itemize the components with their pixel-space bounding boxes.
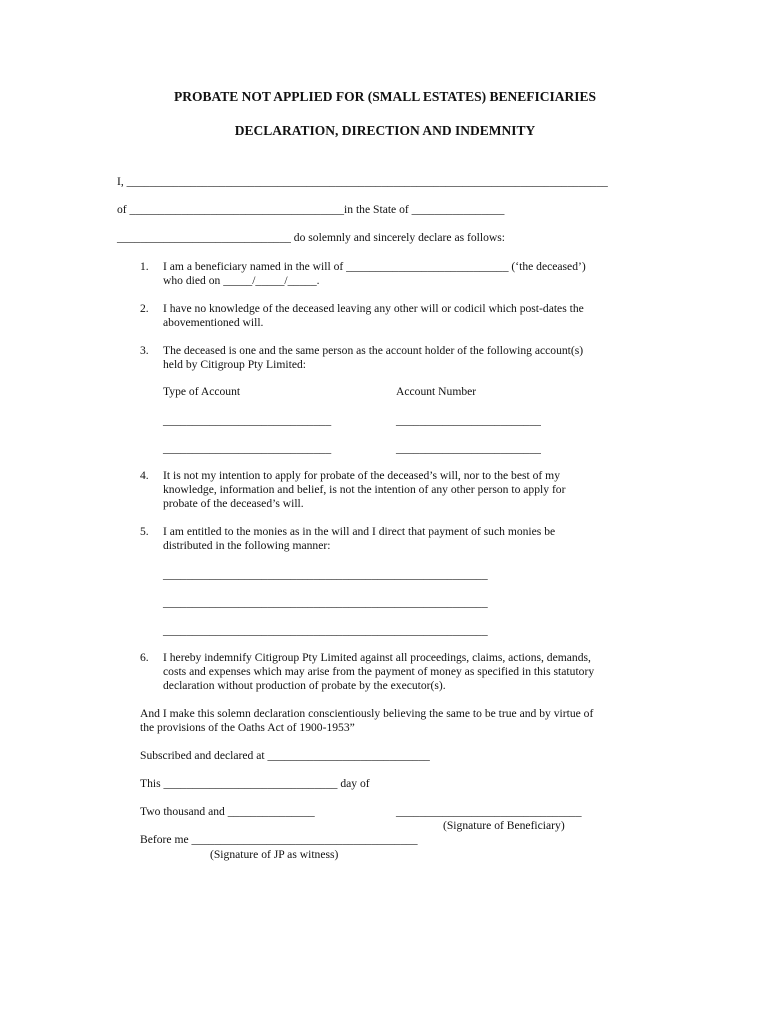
item-text-line[interactable]: who died on _____/_____/_____. <box>163 274 320 287</box>
account-type-field[interactable]: _____________________________ <box>163 414 332 427</box>
item-number: 5. <box>140 525 149 538</box>
year-field[interactable]: Two thousand and _______________ <box>140 805 315 818</box>
item-text-line: costs and expenses which may arise from the payment of money as specified in this statutory <box>163 665 595 678</box>
declarant-address-line[interactable]: of _____________________________________in the State of ________________ <box>117 203 505 216</box>
account-type-field[interactable]: _____________________________ <box>163 442 332 455</box>
item-text-line: abovementioned will. <box>163 316 264 329</box>
distribution-field[interactable]: ________________________________________________________ <box>163 596 488 609</box>
closing-statement-line: And I make this solemn declaration conscientiously believing the same to be true and by virtue of <box>140 707 594 720</box>
account-type-header: Type of Account <box>163 385 241 398</box>
item-number: 4. <box>140 469 149 482</box>
account-number-field[interactable]: _________________________ <box>396 414 541 427</box>
item-text-line: I have no knowledge of the deceased leaving any other will or codicil which post-dates the <box>163 302 584 315</box>
item-text-line: I am entitled to the monies as in the will and I direct that payment of such monies be <box>163 525 556 538</box>
distribution-field[interactable]: ________________________________________________________ <box>163 568 488 581</box>
account-number-header: Account Number <box>396 385 477 398</box>
distribution-field[interactable]: ________________________________________________________ <box>163 624 488 637</box>
item-text-line: distributed in the following manner: <box>163 539 331 552</box>
item-text-line: probate of the deceased’s will. <box>163 497 304 510</box>
jp-signature-field[interactable]: Before me _______________________________________ <box>140 833 418 846</box>
beneficiary-signature-field[interactable]: ________________________________ <box>396 805 582 818</box>
item-text-line: knowledge, information and belief, is not the intention of any other person to apply for <box>163 483 566 496</box>
item-number: 3. <box>140 344 149 357</box>
item-text-line: held by Citigroup Pty Limited: <box>163 358 306 371</box>
beneficiary-signature-caption: (Signature of Beneficiary) <box>443 819 565 832</box>
item-number: 1. <box>140 260 149 273</box>
item-text-line: I hereby indemnify Citigroup Pty Limited against all proceedings, claims, actions, demands, <box>163 651 591 664</box>
day-field[interactable]: This ______________________________ day of <box>140 777 370 790</box>
subscribed-at-field[interactable]: Subscribed and declared at ____________________________ <box>140 749 430 762</box>
declarant-name-line[interactable]: I, ___________________________________________________________________________________ <box>117 175 608 188</box>
declarant-occupation-line[interactable]: ______________________________ do solemnly and sincerely declare as follows: <box>117 231 506 244</box>
closing-statement-line: the provisions of the Oaths Act of 1900-1953” <box>140 721 355 734</box>
item-text-line: The deceased is one and the same person as the account holder of the following account(s) <box>163 344 584 357</box>
item-text-line: declaration without production of probate by the executor(s). <box>163 679 446 692</box>
jp-signature-caption: (Signature of JP as witness) <box>210 848 339 861</box>
item-text-line: It is not my intention to apply for probate of the deceased’s will, nor to the best of my <box>163 469 561 482</box>
document-subtitle: DECLARATION, DIRECTION AND INDEMNITY <box>234 123 536 138</box>
item-text-line[interactable]: I am a beneficiary named in the will of ____________________________ (‘the deceased’) <box>163 260 586 273</box>
item-number: 2. <box>140 302 149 315</box>
document-title: PROBATE NOT APPLIED FOR (SMALL ESTATES) BENEFICIARIES <box>173 89 597 104</box>
item-number: 6. <box>140 651 149 664</box>
account-number-field[interactable]: _________________________ <box>396 442 541 455</box>
